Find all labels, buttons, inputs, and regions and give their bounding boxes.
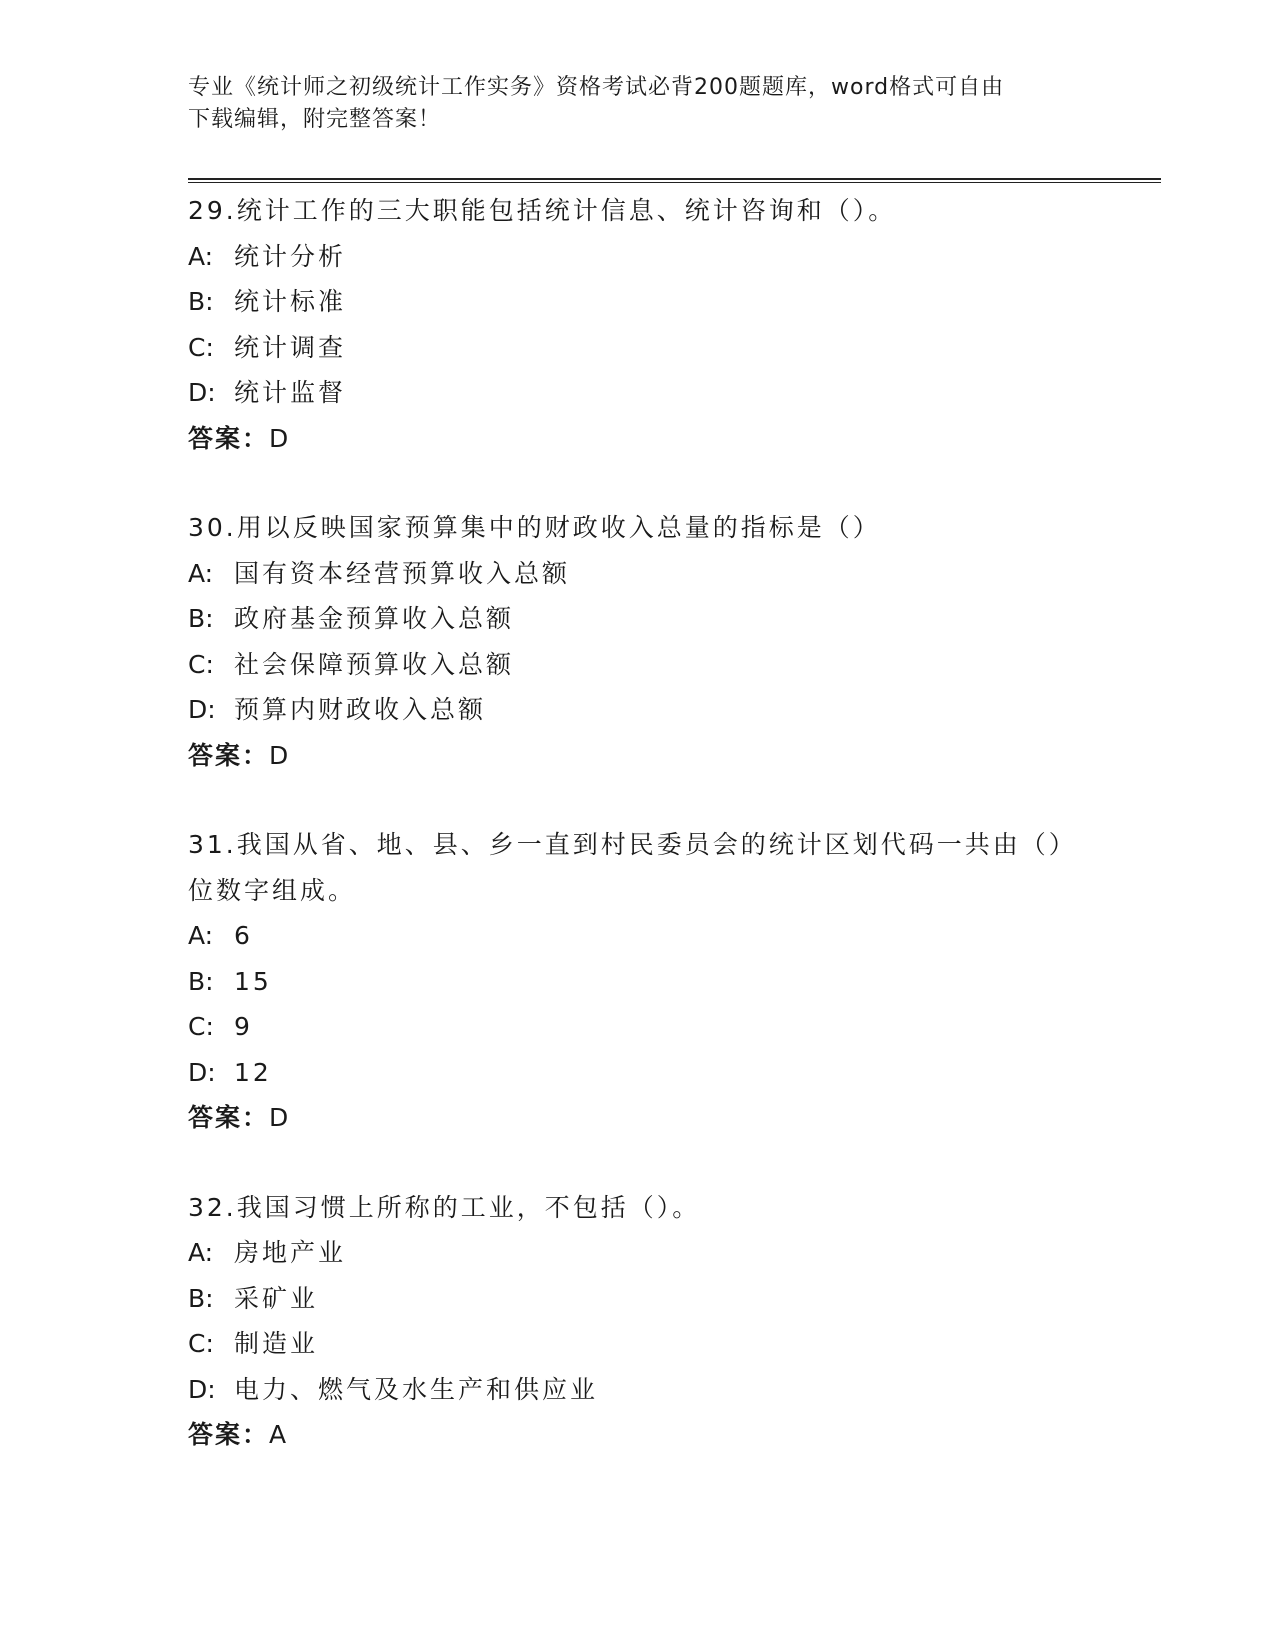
option-key: C: bbox=[188, 649, 214, 679]
answer-line bbox=[188, 1412, 1088, 1458]
option-key: B: bbox=[188, 1283, 214, 1313]
option-key: A: bbox=[188, 1238, 214, 1267]
option-text: 预算内财政收入总额 bbox=[234, 695, 487, 724]
option-text: 12 bbox=[234, 1057, 272, 1087]
option-text: 政府基金预算收入总额 bbox=[234, 604, 515, 633]
option-a bbox=[188, 913, 1088, 959]
answer-line bbox=[188, 416, 1088, 462]
answer-label: 答案： bbox=[188, 423, 270, 453]
option-text: 统计标准 bbox=[234, 287, 347, 316]
option-key: B: bbox=[188, 604, 214, 633]
answer-label: 答案： bbox=[188, 1103, 270, 1132]
option-b bbox=[188, 1276, 1088, 1322]
option-key: B: bbox=[188, 287, 214, 316]
option-text: 国有资本经营预算收入总额 bbox=[234, 558, 571, 588]
option-d bbox=[188, 687, 1088, 733]
answer-label: 答案： bbox=[188, 740, 270, 770]
option-text: 9 bbox=[234, 1012, 253, 1041]
option-key: A: bbox=[188, 921, 214, 950]
question-30 bbox=[188, 505, 1088, 778]
header-line-1: 专业《统计师之初级统计工作实务》资格考试必背200题题库，word格式可自由 bbox=[188, 75, 1005, 100]
answer-value: D bbox=[269, 423, 291, 453]
option-text: 社会保障预算收入总额 bbox=[234, 649, 515, 679]
question-text: 32.我国习惯上所称的工业，不包括（）。 bbox=[188, 1192, 701, 1222]
option-d bbox=[188, 370, 1088, 416]
question-text: 30.用以反映国家预算集中的财政收入总量的指标是（） bbox=[188, 513, 881, 542]
option-c bbox=[188, 642, 1088, 688]
option-a bbox=[188, 1230, 1088, 1276]
answer-value: A bbox=[269, 1420, 289, 1449]
option-key: D: bbox=[188, 695, 216, 724]
question-32 bbox=[188, 1185, 1088, 1458]
header-divider-thick bbox=[188, 178, 1161, 180]
answer-line bbox=[188, 733, 1088, 779]
option-text: 采矿业 bbox=[234, 1283, 319, 1313]
header-line-2: 下载编辑，附完整答案！ bbox=[188, 107, 442, 132]
option-key: A: bbox=[188, 241, 214, 271]
option-key: C: bbox=[188, 1329, 214, 1358]
option-text: 6 bbox=[234, 921, 253, 950]
option-c bbox=[188, 1004, 1088, 1050]
option-key: D: bbox=[188, 1057, 216, 1087]
option-key: C: bbox=[188, 332, 214, 362]
option-b bbox=[188, 596, 1088, 642]
option-d bbox=[188, 1050, 1088, 1096]
header-divider-thin bbox=[188, 182, 1161, 183]
question-text: 31.我国从省、地、县、乡一直到村民委员会的统计区划代码一共由（）位数字组成。 bbox=[188, 830, 1065, 905]
option-text: 统计分析 bbox=[234, 241, 347, 271]
option-key: D: bbox=[188, 1374, 216, 1404]
answer-label: 答案： bbox=[188, 1420, 270, 1449]
answer-value: D bbox=[269, 1103, 291, 1132]
option-a bbox=[188, 234, 1088, 280]
option-a bbox=[188, 551, 1088, 597]
option-text: 制造业 bbox=[234, 1329, 319, 1358]
question-list bbox=[188, 188, 1088, 1502]
option-text: 统计调查 bbox=[234, 332, 347, 362]
option-text: 电力、燃气及水生产和供应业 bbox=[234, 1374, 599, 1404]
option-d bbox=[188, 1367, 1088, 1413]
option-b bbox=[188, 959, 1088, 1005]
option-text: 房地产业 bbox=[234, 1238, 347, 1267]
option-key: D: bbox=[188, 378, 216, 407]
answer-line bbox=[188, 1095, 1088, 1141]
option-c bbox=[188, 325, 1088, 371]
option-c bbox=[188, 1321, 1088, 1367]
document-header bbox=[188, 72, 1088, 136]
option-b bbox=[188, 279, 1088, 325]
option-text: 统计监督 bbox=[234, 378, 347, 407]
question-31 bbox=[188, 822, 1088, 1141]
answer-value: D bbox=[269, 740, 291, 770]
question-29 bbox=[188, 188, 1088, 461]
option-text: 15 bbox=[234, 966, 272, 996]
option-key: C: bbox=[188, 1012, 214, 1041]
question-text: 29.统计工作的三大职能包括统计信息、统计咨询和（）。 bbox=[188, 196, 897, 225]
option-key: B: bbox=[188, 966, 214, 996]
option-key: A: bbox=[188, 558, 214, 588]
